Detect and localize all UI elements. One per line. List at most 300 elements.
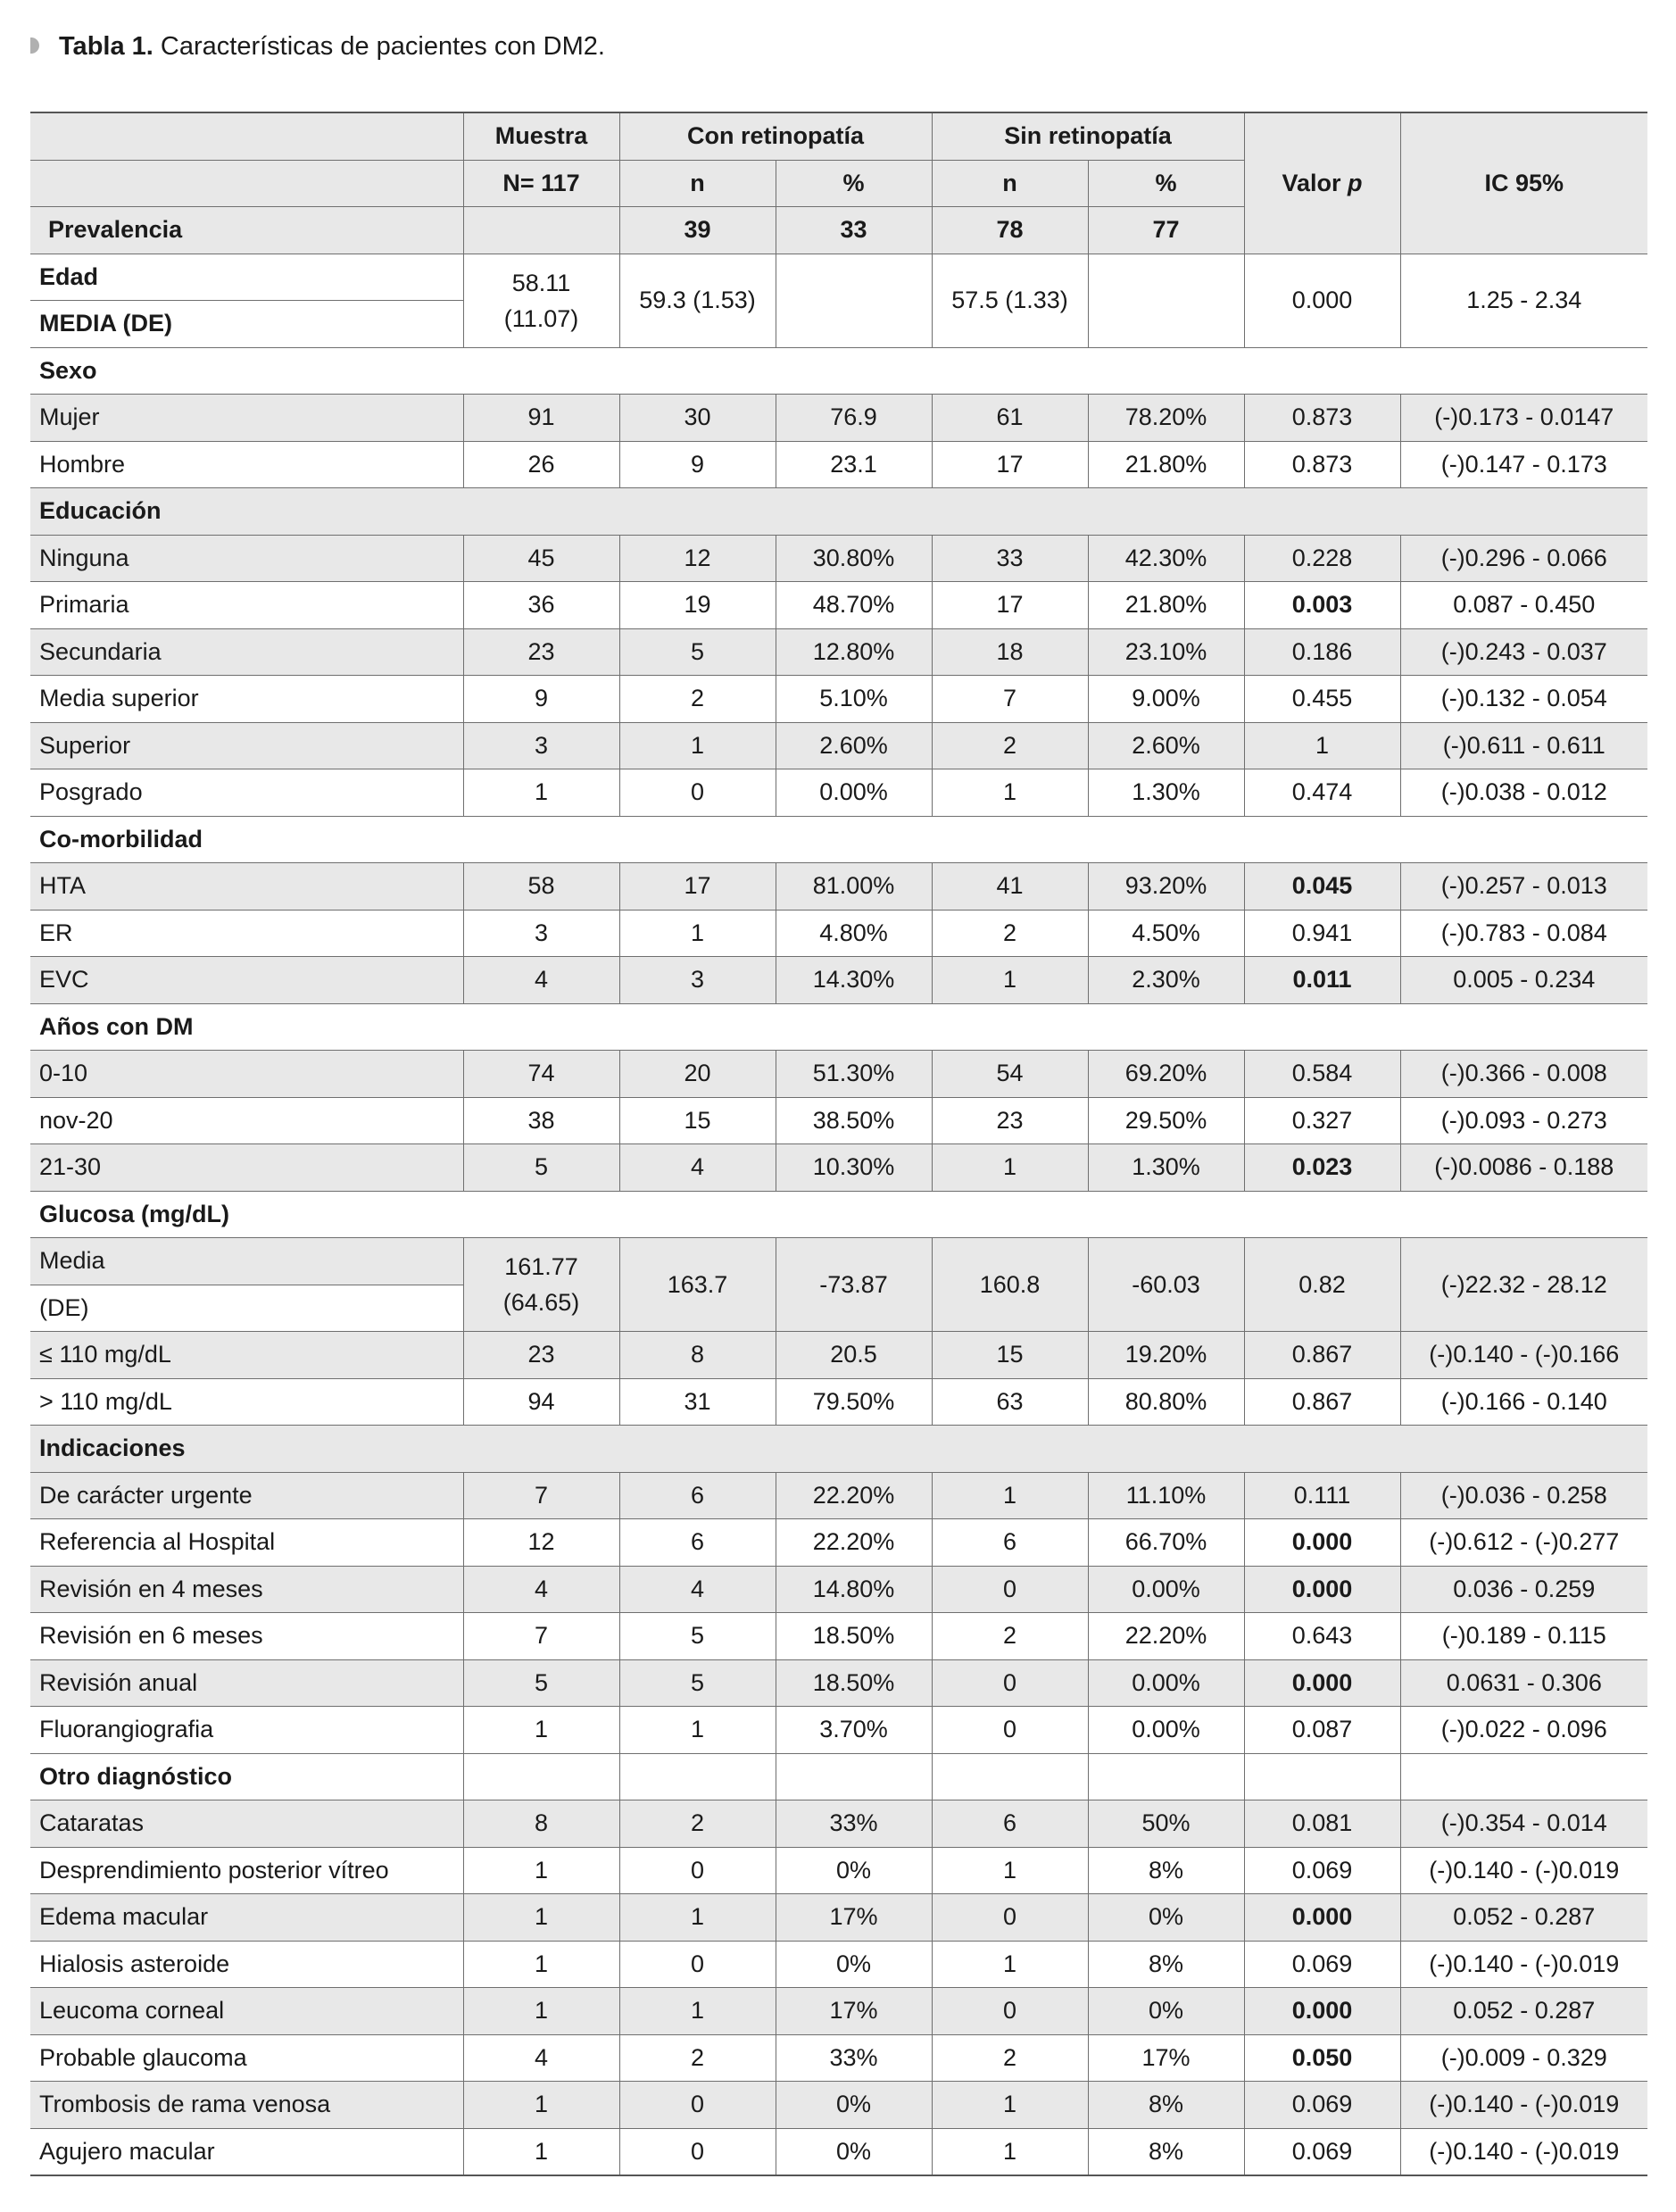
header-n-total: N= 117 (463, 160, 619, 207)
row-label: Probable glaucoma (30, 2034, 463, 2082)
section-label-glucosa: Glucosa (mg/dL) (30, 1191, 1647, 1238)
cell-con-n: 15 (619, 1097, 776, 1144)
cell-sin-pct: 0% (1088, 1894, 1244, 1942)
cell-muestra: 23 (463, 1332, 619, 1379)
cell-con-pct: 18.50% (776, 1613, 932, 1660)
edad-row (30, 254, 1647, 301)
cell-sin-n: 17 (932, 441, 1088, 488)
cell-valor-p: 0.643 (1244, 1613, 1400, 1660)
cell-sin-n: 1 (932, 1847, 1088, 1894)
cell-con-n: 12 (619, 535, 776, 582)
cell-ic-95: (-)0.173 - 0.0147 (1400, 395, 1647, 442)
row-label: EVC (30, 957, 463, 1004)
cell-sin-pct: 17% (1088, 2034, 1244, 2082)
cell-con-n: 6 (619, 1472, 776, 1519)
cell-valor-p: 0.455 (1244, 676, 1400, 723)
table-row (30, 1613, 1647, 1660)
row-label: Revisión anual (30, 1659, 463, 1707)
cell-con-pct: 22.20% (776, 1472, 932, 1519)
cell-con-pct: 30.80% (776, 535, 932, 582)
cell-sin-pct: 23.10% (1088, 628, 1244, 676)
section-row-anos (30, 1003, 1647, 1051)
table-row (30, 582, 1647, 629)
table-row (30, 1894, 1647, 1942)
section-label-sexo: Sexo (30, 347, 1647, 395)
cell-muestra: 3 (463, 910, 619, 957)
cell-ic-95: (-)0.612 - (-)0.277 (1400, 1519, 1647, 1567)
cell-valor-p: 0.474 (1244, 769, 1400, 817)
cell-ic-95: (-)0.093 - 0.273 (1400, 1097, 1647, 1144)
cell-valor-p: 0.087 (1244, 1707, 1400, 1754)
section-row-comorbilidad (30, 816, 1647, 863)
cell-sin-n: 1 (932, 1472, 1088, 1519)
cell-ic-95: (-)0.296 - 0.066 (1400, 535, 1647, 582)
header-ic-95: IC 95% (1400, 112, 1647, 254)
cell-ic-95: 0.087 - 0.450 (1400, 582, 1647, 629)
cell-sin-pct: 8% (1088, 1941, 1244, 1988)
cell-sin-pct: 93.20% (1088, 863, 1244, 911)
table-row (30, 1659, 1647, 1707)
cell-con-n: 1 (619, 1894, 776, 1942)
cell-ic-95: 0.0631 - 0.306 (1400, 1659, 1647, 1707)
cell-ic-95: (-)0.189 - 0.115 (1400, 1613, 1647, 1660)
cell-con-pct: 4.80% (776, 910, 932, 957)
table-row (30, 1378, 1647, 1426)
cell-valor-p: 0.000 (1244, 1519, 1400, 1567)
table-row (30, 722, 1647, 769)
cell-valor-p: 0.069 (1244, 1847, 1400, 1894)
cell-valor-p: 0.327 (1244, 1097, 1400, 1144)
cell-ic-95: (-)0.140 - (-)0.166 (1400, 1332, 1647, 1379)
cell-sin-n: 6 (932, 1519, 1088, 1567)
cell-con-n: 2 (619, 1800, 776, 1848)
cell-con-pct: 48.70% (776, 582, 932, 629)
cell-con-pct: 51.30% (776, 1051, 932, 1098)
cell-sin-pct: 8% (1088, 2082, 1244, 2129)
cell-ic-95: (-)0.140 - (-)0.019 (1400, 1941, 1647, 1988)
cell-ic-95: (-)0.243 - 0.037 (1400, 628, 1647, 676)
cell-sin-n: 0 (932, 1988, 1088, 2035)
row-label: HTA (30, 863, 463, 911)
header-muestra: Muestra (463, 112, 619, 160)
cell-con-n: 3 (619, 957, 776, 1004)
cell-sin-pct: 0% (1088, 1988, 1244, 2035)
cell-valor-p: 0.000 (1244, 1894, 1400, 1942)
table-row (30, 1707, 1647, 1754)
cell-con-n: 4 (619, 1566, 776, 1613)
edad-muestra: 58.11 (11.07) (463, 254, 619, 347)
section-row-indicaciones (30, 1426, 1647, 1473)
cell-con-pct: 17% (776, 1894, 932, 1942)
table-row (30, 2082, 1647, 2129)
cell-con-n: 9 (619, 441, 776, 488)
prevalencia-sin-pct: 77 (1088, 207, 1244, 254)
prevalencia-con-n: 39 (619, 207, 776, 254)
cell-muestra: 1 (463, 1941, 619, 1988)
table-row (30, 1847, 1647, 1894)
cell-ic-95: (-)0.147 - 0.173 (1400, 441, 1647, 488)
row-label: Primaria (30, 582, 463, 629)
cell-sin-n: 1 (932, 769, 1088, 817)
table-row (30, 957, 1647, 1004)
cell-muestra: 9 (463, 676, 619, 723)
table-row (30, 910, 1647, 957)
cell-ic-95: (-)0.257 - 0.013 (1400, 863, 1647, 911)
row-label: ER (30, 910, 463, 957)
cell-con-pct: 3.70% (776, 1707, 932, 1754)
cell-valor-p: 1 (1244, 722, 1400, 769)
cell-valor-p: 0.000 (1244, 1988, 1400, 2035)
glucosa-media-sin-n: 160.8 (932, 1238, 1088, 1332)
cell-sin-pct: 2.30% (1088, 957, 1244, 1004)
row-label: Cataratas (30, 1800, 463, 1848)
cell-sin-n: 1 (932, 957, 1088, 1004)
edad-sin: 57.5 (1.33) (932, 254, 1088, 347)
cell-muestra: 4 (463, 2034, 619, 2082)
cell-muestra: 7 (463, 1613, 619, 1660)
header-sin-retinopatia: Sin retinopatía (932, 112, 1244, 160)
prevalencia-label: Prevalencia (30, 207, 463, 254)
cell-sin-n: 18 (932, 628, 1088, 676)
cell-muestra: 1 (463, 1894, 619, 1942)
cell-con-n: 20 (619, 1051, 776, 1098)
cell-con-n: 1 (619, 722, 776, 769)
cell-ic-95: (-)0.022 - 0.096 (1400, 1707, 1647, 1754)
row-label: ≤ 110 mg/dL (30, 1332, 463, 1379)
cell-sin-pct: 0.00% (1088, 1659, 1244, 1707)
cell-valor-p: 0.069 (1244, 2082, 1400, 2129)
cell-muestra: 91 (463, 395, 619, 442)
cell-sin-pct: 11.10% (1088, 1472, 1244, 1519)
edad-ic: 1.25 - 2.34 (1400, 254, 1647, 347)
cell-con-n: 0 (619, 1941, 776, 1988)
cell-con-pct: 10.30% (776, 1144, 932, 1192)
cell-muestra: 1 (463, 1847, 619, 1894)
cell-sin-n: 2 (932, 1613, 1088, 1660)
cell-sin-pct: 8% (1088, 2128, 1244, 2175)
cell-valor-p: 0.000 (1244, 1659, 1400, 1707)
cell-sin-pct: 8% (1088, 1847, 1244, 1894)
cell-muestra: 1 (463, 1988, 619, 2035)
cell-sin-n: 0 (932, 1894, 1088, 1942)
cell-muestra: 23 (463, 628, 619, 676)
table-row (30, 1566, 1647, 1613)
cell-valor-p: 0.000 (1244, 1566, 1400, 1613)
cell-con-pct: 81.00% (776, 863, 932, 911)
section-label-indicaciones: Indicaciones (30, 1426, 1647, 1473)
section-row-otro (30, 1753, 1647, 1800)
row-label: Edema macular (30, 1894, 463, 1942)
cell-con-n: 19 (619, 582, 776, 629)
glucosa-media-p: 0.82 (1244, 1238, 1400, 1332)
cell-valor-p: 0.069 (1244, 1941, 1400, 1988)
cell-con-n: 8 (619, 1332, 776, 1379)
row-label: Agujero macular (30, 2128, 463, 2175)
cell-muestra: 1 (463, 769, 619, 817)
edad-label: Edad (30, 254, 463, 301)
cell-valor-p: 0.873 (1244, 441, 1400, 488)
table-row (30, 395, 1647, 442)
cell-muestra: 1 (463, 2082, 619, 2129)
cell-con-n: 5 (619, 628, 776, 676)
header-sin-pct: % (1088, 160, 1244, 207)
cell-con-pct: 33% (776, 1800, 932, 1848)
cell-muestra: 12 (463, 1519, 619, 1567)
cell-muestra: 74 (463, 1051, 619, 1098)
cell-sin-pct: 66.70% (1088, 1519, 1244, 1567)
cell-sin-n: 1 (932, 1144, 1088, 1192)
cell-con-pct: 14.30% (776, 957, 932, 1004)
cell-ic-95: (-)0.140 - (-)0.019 (1400, 1847, 1647, 1894)
table-row (30, 441, 1647, 488)
patient-characteristics-table (30, 112, 1647, 2176)
cell-sin-pct: 0.00% (1088, 1566, 1244, 1613)
cell-muestra: 7 (463, 1472, 619, 1519)
cell-ic-95: 0.052 - 0.287 (1400, 1988, 1647, 2035)
cell-ic-95: (-)0.036 - 0.258 (1400, 1472, 1647, 1519)
cell-valor-p: 0.186 (1244, 628, 1400, 676)
glucosa-media-label: Media (30, 1238, 463, 1285)
cell-con-n: 17 (619, 863, 776, 911)
cell-con-pct: 12.80% (776, 628, 932, 676)
glucosa-media-ic: (-)22.32 - 28.12 (1400, 1238, 1647, 1332)
glucosa-media-row (30, 1238, 1647, 1285)
prevalencia-sin-n: 78 (932, 207, 1088, 254)
cell-ic-95: (-)0.166 - 0.140 (1400, 1378, 1647, 1426)
row-label: Revisión en 6 meses (30, 1613, 463, 1660)
table-row (30, 1332, 1647, 1379)
section-label-anos: Años con DM (30, 1003, 1647, 1051)
header-sin-n: n (932, 160, 1088, 207)
cell-muestra: 36 (463, 582, 619, 629)
cell-con-n: 0 (619, 2128, 776, 2175)
section-row-sexo (30, 347, 1647, 395)
row-label: Referencia al Hospital (30, 1519, 463, 1567)
row-label: Superior (30, 722, 463, 769)
cell-muestra: 94 (463, 1378, 619, 1426)
cell-con-pct: 20.5 (776, 1332, 932, 1379)
cell-sin-pct: 21.80% (1088, 441, 1244, 488)
cell-sin-n: 41 (932, 863, 1088, 911)
cell-valor-p: 0.045 (1244, 863, 1400, 911)
cell-muestra: 45 (463, 535, 619, 582)
edad-p: 0.000 (1244, 254, 1400, 347)
section-row-glucosa (30, 1191, 1647, 1238)
cell-ic-95: 0.052 - 0.287 (1400, 1894, 1647, 1942)
cell-sin-n: 2 (932, 2034, 1088, 2082)
prevalencia-con-pct: 33 (776, 207, 932, 254)
cell-valor-p: 0.011 (1244, 957, 1400, 1004)
cell-sin-pct: 2.60% (1088, 722, 1244, 769)
row-label: Desprendimiento posterior vítreo (30, 1847, 463, 1894)
glucosa-media-con-n: 163.7 (619, 1238, 776, 1332)
cell-sin-n: 1 (932, 2082, 1088, 2129)
header-con-retinopatia: Con retinopatía (619, 112, 932, 160)
header-con-pct: % (776, 160, 932, 207)
cell-sin-n: 23 (932, 1097, 1088, 1144)
cell-con-pct: 18.50% (776, 1659, 932, 1707)
row-label: Leucoma corneal (30, 1988, 463, 2035)
cell-valor-p: 0.023 (1244, 1144, 1400, 1192)
cell-muestra: 8 (463, 1800, 619, 1848)
cell-valor-p: 0.867 (1244, 1378, 1400, 1426)
cell-sin-pct: 22.20% (1088, 1613, 1244, 1660)
cell-valor-p: 0.111 (1244, 1472, 1400, 1519)
caption-label: Tabla 1. (59, 32, 153, 61)
cell-sin-n: 7 (932, 676, 1088, 723)
row-label: nov-20 (30, 1097, 463, 1144)
row-label: 21-30 (30, 1144, 463, 1192)
table-row (30, 628, 1647, 676)
row-label: Hombre (30, 441, 463, 488)
cell-sin-n: 0 (932, 1707, 1088, 1754)
header-row-1 (30, 112, 1647, 160)
cell-sin-pct: 42.30% (1088, 535, 1244, 582)
cell-valor-p: 0.584 (1244, 1051, 1400, 1098)
cell-valor-p: 0.069 (1244, 2128, 1400, 2175)
cell-sin-pct: 1.30% (1088, 769, 1244, 817)
cell-muestra: 1 (463, 2128, 619, 2175)
cell-valor-p: 0.873 (1244, 395, 1400, 442)
section-label-educacion: Educación (30, 488, 1647, 536)
row-label: Hialosis asteroide (30, 1941, 463, 1988)
cell-muestra: 5 (463, 1659, 619, 1707)
cell-ic-95: (-)0.009 - 0.329 (1400, 2034, 1647, 2082)
cell-sin-n: 6 (932, 1800, 1088, 1848)
cell-con-n: 1 (619, 910, 776, 957)
cell-muestra: 26 (463, 441, 619, 488)
glucosa-de-label: (DE) (30, 1285, 463, 1332)
row-label: Media superior (30, 676, 463, 723)
cell-ic-95: (-)0.0086 - 0.188 (1400, 1144, 1647, 1192)
table-row (30, 769, 1647, 817)
cell-sin-n: 63 (932, 1378, 1088, 1426)
cell-valor-p: 0.228 (1244, 535, 1400, 582)
cell-con-pct: 22.20% (776, 1519, 932, 1567)
cell-con-n: 6 (619, 1519, 776, 1567)
cell-ic-95: (-)0.140 - (-)0.019 (1400, 2128, 1647, 2175)
table-row (30, 1941, 1647, 1988)
table-row (30, 1144, 1647, 1192)
cell-valor-p: 0.003 (1244, 582, 1400, 629)
cell-muestra: 4 (463, 1566, 619, 1613)
cell-ic-95: 0.005 - 0.234 (1400, 957, 1647, 1004)
cell-con-n: 31 (619, 1378, 776, 1426)
section-label-comorbilidad: Co-morbilidad (30, 816, 1647, 863)
table-row (30, 535, 1647, 582)
cell-sin-n: 17 (932, 582, 1088, 629)
glucosa-media-sin-pct: -60.03 (1088, 1238, 1244, 1332)
table-row (30, 1988, 1647, 2035)
cell-sin-n: 0 (932, 1659, 1088, 1707)
row-label: Trombosis de rama venosa (30, 2082, 463, 2129)
glucosa-media-con-pct: -73.87 (776, 1238, 932, 1332)
cell-muestra: 38 (463, 1097, 619, 1144)
cell-sin-n: 2 (932, 722, 1088, 769)
cell-sin-n: 15 (932, 1332, 1088, 1379)
row-label: 0-10 (30, 1051, 463, 1098)
row-label: Mujer (30, 395, 463, 442)
edad-sublabel: MEDIA (DE) (30, 301, 463, 348)
cell-ic-95: (-)0.354 - 0.014 (1400, 1800, 1647, 1848)
cell-con-n: 1 (619, 1707, 776, 1754)
table-row (30, 1800, 1647, 1848)
cell-sin-pct: 9.00% (1088, 676, 1244, 723)
cell-con-n: 5 (619, 1659, 776, 1707)
cell-con-pct: 0% (776, 2128, 932, 2175)
cell-con-pct: 79.50% (776, 1378, 932, 1426)
cell-sin-pct: 0.00% (1088, 1707, 1244, 1754)
section-label-otro: Otro diagnóstico (30, 1753, 463, 1800)
row-label: De carácter urgente (30, 1472, 463, 1519)
cell-valor-p: 0.050 (1244, 2034, 1400, 2082)
cell-con-pct: 0% (776, 2082, 932, 2129)
table-row (30, 2128, 1647, 2175)
cell-con-n: 4 (619, 1144, 776, 1192)
cell-sin-n: 0 (932, 1566, 1088, 1613)
cell-con-n: 0 (619, 1847, 776, 1894)
cell-muestra: 5 (463, 1144, 619, 1192)
table-row (30, 1472, 1647, 1519)
table-row (30, 2034, 1647, 2082)
cell-sin-n: 33 (932, 535, 1088, 582)
caption-marker-icon (30, 37, 39, 54)
cell-con-pct: 76.9 (776, 395, 932, 442)
cell-con-pct: 0% (776, 1847, 932, 1894)
row-label: Fluorangiografia (30, 1707, 463, 1754)
caption-text: Características de pacientes con DM2. (160, 32, 605, 61)
cell-con-n: 0 (619, 769, 776, 817)
table-caption (30, 27, 605, 66)
row-label: Ninguna (30, 535, 463, 582)
cell-sin-pct: 50% (1088, 1800, 1244, 1848)
cell-con-pct: 14.80% (776, 1566, 932, 1613)
cell-sin-n: 1 (932, 2128, 1088, 2175)
cell-con-n: 1 (619, 1988, 776, 2035)
table-row (30, 676, 1647, 723)
cell-sin-n: 1 (932, 1941, 1088, 1988)
header-valor-p: Valor p (1244, 112, 1400, 254)
cell-muestra: 58 (463, 863, 619, 911)
cell-muestra: 3 (463, 722, 619, 769)
cell-sin-pct: 1.30% (1088, 1144, 1244, 1192)
table-row (30, 1051, 1647, 1098)
cell-con-pct: 38.50% (776, 1097, 932, 1144)
table-row (30, 1519, 1647, 1567)
cell-sin-pct: 78.20% (1088, 395, 1244, 442)
cell-muestra: 4 (463, 957, 619, 1004)
cell-ic-95: 0.036 - 0.259 (1400, 1566, 1647, 1613)
cell-sin-pct: 29.50% (1088, 1097, 1244, 1144)
cell-sin-n: 54 (932, 1051, 1088, 1098)
cell-con-pct: 33% (776, 2034, 932, 2082)
cell-sin-pct: 80.80% (1088, 1378, 1244, 1426)
cell-valor-p: 0.081 (1244, 1800, 1400, 1848)
cell-con-n: 5 (619, 1613, 776, 1660)
cell-con-pct: 0.00% (776, 769, 932, 817)
cell-con-pct: 0% (776, 1941, 932, 1988)
cell-ic-95: (-)0.783 - 0.084 (1400, 910, 1647, 957)
cell-con-n: 2 (619, 2034, 776, 2082)
section-row-educacion (30, 488, 1647, 536)
cell-ic-95: (-)0.132 - 0.054 (1400, 676, 1647, 723)
cell-con-n: 2 (619, 676, 776, 723)
cell-sin-pct: 21.80% (1088, 582, 1244, 629)
table-row (30, 863, 1647, 911)
cell-valor-p: 0.941 (1244, 910, 1400, 957)
cell-con-n: 0 (619, 2082, 776, 2129)
row-label: Posgrado (30, 769, 463, 817)
